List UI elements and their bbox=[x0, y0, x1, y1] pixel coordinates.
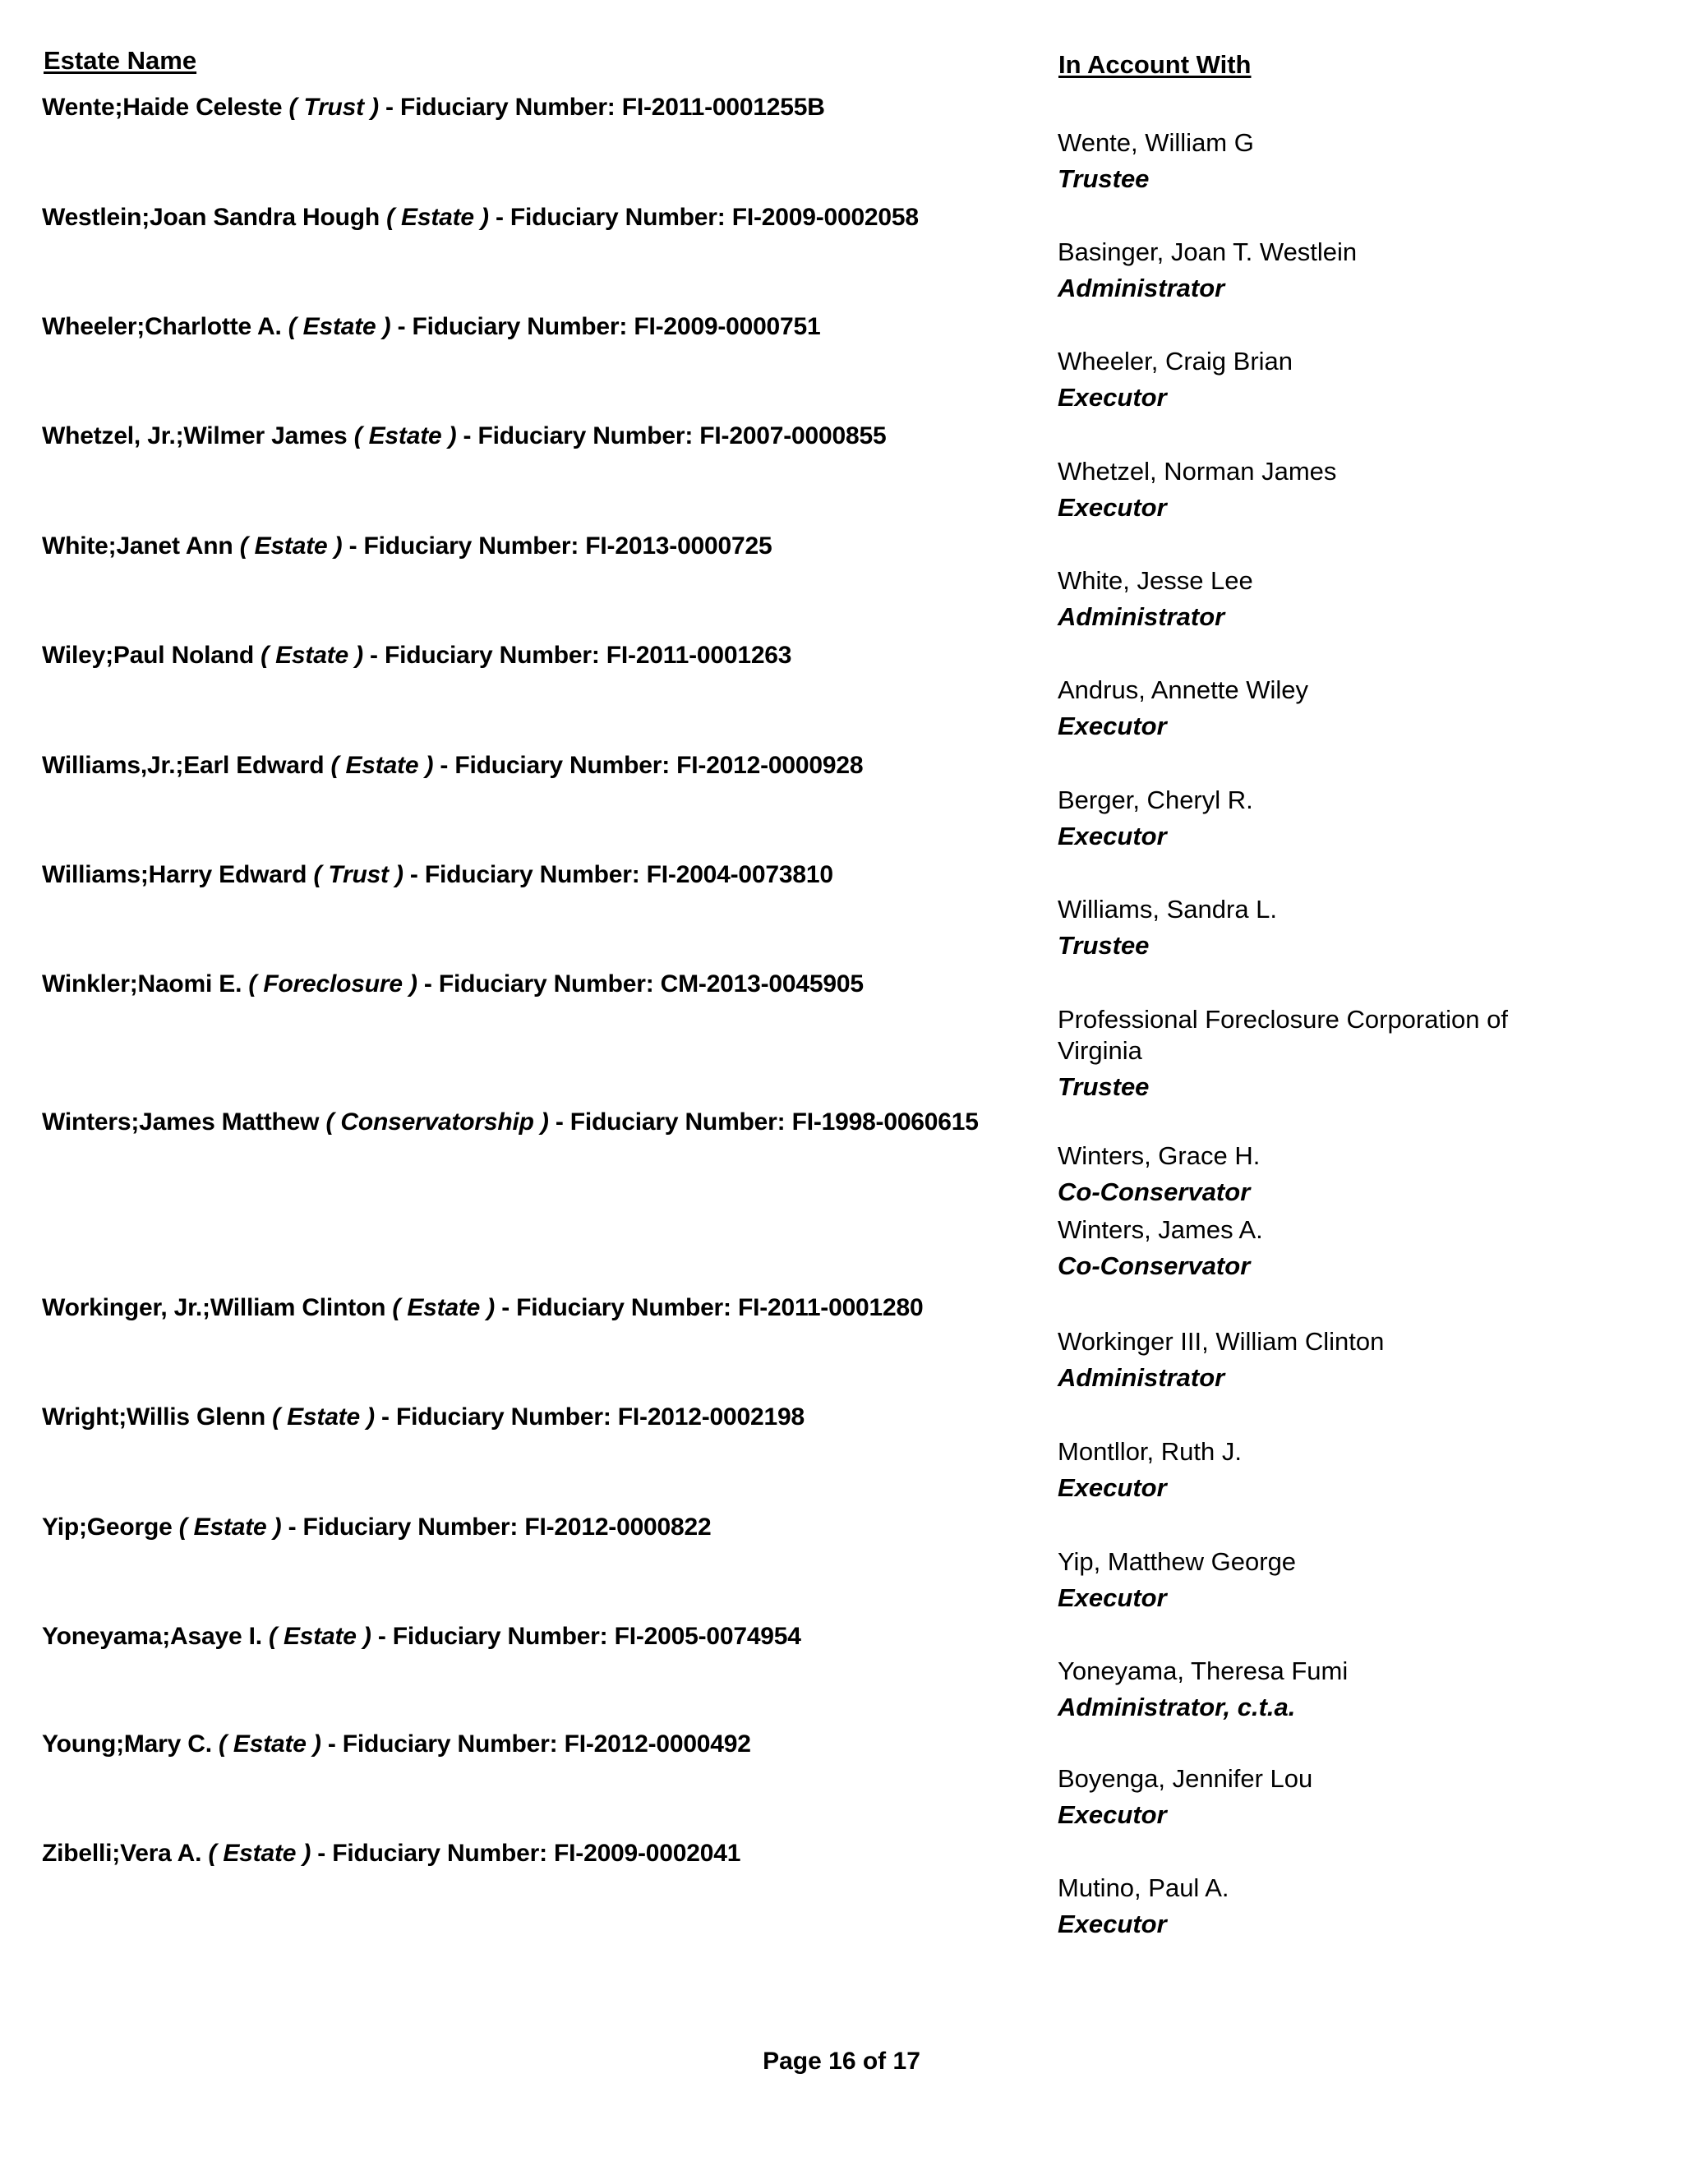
estate-name-header: Estate Name bbox=[44, 46, 197, 75]
party-role: Administrator, c.t.a. bbox=[1058, 1693, 1296, 1721]
fiduciary-label: - Fiduciary Number: bbox=[433, 752, 677, 779]
estate-type-close: ) bbox=[306, 1730, 321, 1758]
estate-type: Estate bbox=[254, 532, 328, 560]
account-parties bbox=[1058, 456, 1584, 523]
estate-type-open: ( bbox=[208, 1840, 224, 1867]
account-parties bbox=[1058, 1873, 1584, 1940]
party-name: Whetzel, Norman James bbox=[1058, 457, 1337, 486]
estate-name: Winters;James Matthew bbox=[42, 1108, 320, 1136]
estate-name: Young;Mary C. bbox=[42, 1730, 212, 1758]
fiduciary-number: FI-2012-0000822 bbox=[524, 1514, 712, 1541]
fiduciary-label: - Fiduciary Number: bbox=[342, 532, 586, 560]
estate-line bbox=[42, 642, 791, 670]
party-name: Berger, Cheryl R. bbox=[1058, 786, 1253, 814]
estate-type-close: ) bbox=[480, 1294, 496, 1321]
in-account-with-header: In Account With bbox=[1058, 50, 1252, 79]
party-name: Montllor, Ruth J. bbox=[1058, 1437, 1242, 1466]
estate-type: Estate bbox=[407, 1294, 481, 1321]
estate-type-open: ( bbox=[178, 1514, 194, 1541]
estate-type-open: ( bbox=[325, 1108, 341, 1136]
party-entry bbox=[1058, 1004, 1584, 1103]
fiduciary-label: - Fiduciary Number: bbox=[390, 313, 634, 340]
account-parties bbox=[1058, 237, 1584, 304]
estate-line bbox=[42, 1514, 711, 1541]
estate-line bbox=[42, 1623, 801, 1651]
account-parties bbox=[1058, 1763, 1584, 1831]
estate-type-close: ) bbox=[441, 422, 457, 449]
estate-type: Foreclosure bbox=[263, 970, 403, 998]
estate-type-close: ) bbox=[327, 532, 343, 560]
estate-type-close: ) bbox=[533, 1108, 549, 1136]
fiduciary-label: - Fiduciary Number: bbox=[362, 642, 606, 669]
estate-name: Williams,Jr.;Earl Edward bbox=[42, 752, 325, 779]
party-role: Trustee bbox=[1058, 164, 1150, 193]
fiduciary-label: - Fiduciary Number: bbox=[495, 1294, 738, 1321]
fiduciary-number: FI-2012-0000492 bbox=[564, 1730, 751, 1758]
estate-type: Trust bbox=[303, 94, 364, 121]
estate-type-open: ( bbox=[288, 94, 304, 121]
estate-type: Estate bbox=[401, 204, 474, 231]
estate-name: Wright;Willis Glenn bbox=[42, 1403, 266, 1431]
party-entry bbox=[1058, 1763, 1584, 1831]
estate-type-open: ( bbox=[269, 1623, 284, 1650]
party-entry bbox=[1058, 894, 1584, 961]
fiduciary-number: CM-2013-0045905 bbox=[660, 970, 864, 998]
fiduciary-number: FI-2009-0000751 bbox=[634, 313, 821, 340]
estate-type: Estate bbox=[275, 642, 348, 669]
fiduciary-label: - Fiduciary Number: bbox=[281, 1514, 525, 1541]
party-role: Executor bbox=[1058, 1583, 1167, 1612]
fiduciary-number: FI-2011-0001280 bbox=[737, 1294, 924, 1321]
party-entry bbox=[1058, 1436, 1584, 1504]
estate-line bbox=[42, 1403, 805, 1431]
fiduciary-number: FI-1998-0060615 bbox=[791, 1108, 979, 1136]
estate-line bbox=[42, 752, 863, 780]
account-parties bbox=[1058, 127, 1584, 195]
party-name: Yip, Matthew George bbox=[1058, 1547, 1297, 1576]
estate-name: Yip;George bbox=[42, 1514, 173, 1541]
estate-line bbox=[42, 422, 886, 450]
estate-name: Wiley;Paul Noland bbox=[42, 642, 255, 669]
estate-type-open: ( bbox=[218, 1730, 233, 1758]
estate-type-close: ) bbox=[402, 970, 417, 998]
party-role: Co-Conservator bbox=[1058, 1251, 1251, 1280]
fiduciary-number: FI-2009-0002058 bbox=[731, 204, 919, 231]
estate-line bbox=[42, 861, 833, 889]
party-name: Wheeler, Craig Brian bbox=[1058, 347, 1293, 376]
estate-name: Winkler;Naomi E. bbox=[42, 970, 242, 998]
party-role: Executor bbox=[1058, 383, 1167, 412]
fiduciary-label: - Fiduciary Number: bbox=[371, 1623, 615, 1650]
estate-type: Estate bbox=[233, 1730, 307, 1758]
fiduciary-label: - Fiduciary Number: bbox=[488, 204, 732, 231]
estate-type: Estate bbox=[283, 1623, 357, 1650]
fiduciary-label: - Fiduciary Number: bbox=[548, 1108, 792, 1136]
estate-type-open: ( bbox=[330, 752, 346, 779]
party-role: Administrator bbox=[1058, 602, 1225, 631]
account-parties bbox=[1058, 346, 1584, 413]
account-parties bbox=[1058, 785, 1584, 852]
party-role: Administrator bbox=[1058, 274, 1225, 302]
estate-type-close: ) bbox=[363, 94, 379, 121]
party-entry bbox=[1058, 1873, 1584, 1940]
account-parties bbox=[1058, 675, 1584, 742]
estate-type: Trust bbox=[328, 861, 389, 888]
party-entry bbox=[1058, 785, 1584, 852]
party-role: Executor bbox=[1058, 1473, 1167, 1502]
estate-type-close: ) bbox=[376, 313, 391, 340]
fiduciary-label: - Fiduciary Number: bbox=[311, 1840, 555, 1867]
estate-type-close: ) bbox=[418, 752, 434, 779]
party-name: White, Jesse Lee bbox=[1058, 566, 1253, 595]
estate-line bbox=[42, 970, 864, 998]
estate-type-close: ) bbox=[473, 204, 489, 231]
party-role: Executor bbox=[1058, 712, 1167, 740]
party-name: Andrus, Annette Wiley bbox=[1058, 675, 1308, 704]
estate-line bbox=[42, 532, 772, 560]
estate-name: Workinger, Jr.;William Clinton bbox=[42, 1294, 386, 1321]
fiduciary-number: FI-2012-0000928 bbox=[676, 752, 864, 779]
party-role: Executor bbox=[1058, 493, 1167, 522]
estate-type: Conservatorship bbox=[340, 1108, 534, 1136]
party-name: Yoneyama, Theresa Fumi bbox=[1058, 1656, 1349, 1685]
party-entry bbox=[1058, 1546, 1584, 1614]
account-parties bbox=[1058, 1436, 1584, 1504]
fiduciary-number: FI-2004-0073810 bbox=[646, 861, 833, 888]
estate-type-open: ( bbox=[261, 642, 276, 669]
estate-type-open: ( bbox=[239, 532, 255, 560]
estate-type-open: ( bbox=[248, 970, 264, 998]
account-parties bbox=[1058, 894, 1584, 961]
fiduciary-number: FI-2007-0000855 bbox=[699, 422, 887, 449]
estate-type: Estate bbox=[223, 1840, 297, 1867]
party-role: Co-Conservator bbox=[1058, 1177, 1251, 1206]
estate-type: Estate bbox=[287, 1403, 360, 1431]
fiduciary-label: - Fiduciary Number: bbox=[456, 422, 700, 449]
party-role: Executor bbox=[1058, 1910, 1167, 1938]
estate-name: Westlein;Joan Sandra Hough bbox=[42, 204, 380, 231]
account-parties bbox=[1058, 1656, 1584, 1723]
party-entry bbox=[1058, 1656, 1584, 1723]
party-name: Basinger, Joan T. Westlein bbox=[1058, 237, 1358, 266]
page-number: Page 16 of 17 bbox=[763, 2048, 920, 2075]
party-name: Boyenga, Jennifer Lou bbox=[1058, 1764, 1313, 1793]
estate-type: Estate bbox=[368, 422, 442, 449]
party-entry bbox=[1058, 1326, 1584, 1394]
fiduciary-number: FI-2011-0001255B bbox=[621, 94, 825, 121]
estate-name: White;Janet Ann bbox=[42, 532, 233, 560]
estate-type-open: ( bbox=[288, 313, 303, 340]
account-parties bbox=[1058, 565, 1584, 633]
party-name: Winters, Grace H. bbox=[1058, 1141, 1261, 1170]
estate-type-open: ( bbox=[353, 422, 369, 449]
estate-type: Estate bbox=[302, 313, 376, 340]
party-entry bbox=[1058, 1140, 1584, 1208]
party-name: Williams, Sandra L. bbox=[1058, 895, 1278, 924]
party-entry bbox=[1058, 1214, 1584, 1282]
party-name: Workinger III, William Clinton bbox=[1058, 1327, 1385, 1356]
party-entry bbox=[1058, 565, 1584, 633]
party-role: Trustee bbox=[1058, 1072, 1150, 1101]
estate-type-close: ) bbox=[296, 1840, 311, 1867]
party-entry bbox=[1058, 456, 1584, 523]
estate-name: Williams;Harry Edward bbox=[42, 861, 307, 888]
party-entry bbox=[1058, 237, 1584, 304]
fiduciary-label: - Fiduciary Number: bbox=[403, 861, 647, 888]
estate-type-open: ( bbox=[272, 1403, 288, 1431]
party-entry bbox=[1058, 346, 1584, 413]
party-role: Trustee bbox=[1058, 931, 1150, 960]
party-role: Executor bbox=[1058, 822, 1167, 850]
estate-type-open: ( bbox=[386, 204, 402, 231]
party-role: Executor bbox=[1058, 1800, 1167, 1829]
account-parties bbox=[1058, 1140, 1584, 1282]
estate-type: Estate bbox=[193, 1514, 267, 1541]
party-name: Mutino, Paul A. bbox=[1058, 1873, 1229, 1902]
fiduciary-label: - Fiduciary Number: bbox=[374, 1403, 618, 1431]
estate-line bbox=[42, 1730, 751, 1758]
account-parties bbox=[1058, 1004, 1584, 1103]
party-role: Administrator bbox=[1058, 1363, 1225, 1392]
estate-type-close: ) bbox=[348, 642, 363, 669]
estate-line bbox=[42, 94, 825, 122]
fiduciary-number: FI-2009-0002041 bbox=[554, 1840, 741, 1867]
estate-type-open: ( bbox=[313, 861, 329, 888]
estate-line bbox=[42, 313, 821, 341]
estate-line bbox=[42, 1840, 740, 1868]
estate-type: Estate bbox=[345, 752, 419, 779]
estate-name: Zibelli;Vera A. bbox=[42, 1840, 202, 1867]
party-name: Winters, James A. bbox=[1058, 1215, 1263, 1244]
fiduciary-number: FI-2012-0002198 bbox=[617, 1403, 805, 1431]
account-parties bbox=[1058, 1326, 1584, 1394]
estate-type-open: ( bbox=[392, 1294, 408, 1321]
estate-line bbox=[42, 204, 919, 232]
fiduciary-number: FI-2011-0001263 bbox=[606, 642, 792, 669]
estate-name: Wente;Haide Celeste bbox=[42, 94, 283, 121]
fiduciary-label: - Fiduciary Number: bbox=[320, 1730, 565, 1758]
estate-name: Wheeler;Charlotte A. bbox=[42, 313, 282, 340]
fiduciary-label: - Fiduciary Number: bbox=[378, 94, 622, 121]
party-name: Wente, William G bbox=[1058, 128, 1254, 157]
estate-type-close: ) bbox=[266, 1514, 282, 1541]
party-entry bbox=[1058, 127, 1584, 195]
account-parties bbox=[1058, 1546, 1584, 1614]
fiduciary-number: FI-2013-0000725 bbox=[585, 532, 772, 560]
estate-type-close: ) bbox=[359, 1403, 375, 1431]
fiduciary-label: - Fiduciary Number: bbox=[417, 970, 661, 998]
estate-type-close: ) bbox=[356, 1623, 371, 1650]
estate-line bbox=[42, 1108, 979, 1136]
estate-line bbox=[42, 1294, 924, 1322]
estate-name: Yoneyama;Asaye I. bbox=[42, 1623, 262, 1650]
party-entry bbox=[1058, 675, 1584, 742]
fiduciary-number: FI-2005-0074954 bbox=[614, 1623, 801, 1650]
estate-name: Whetzel, Jr.;Wilmer James bbox=[42, 422, 348, 449]
estate-type-close: ) bbox=[388, 861, 403, 888]
party-name: Professional Foreclosure Corporation of Virginia bbox=[1058, 1005, 1508, 1065]
